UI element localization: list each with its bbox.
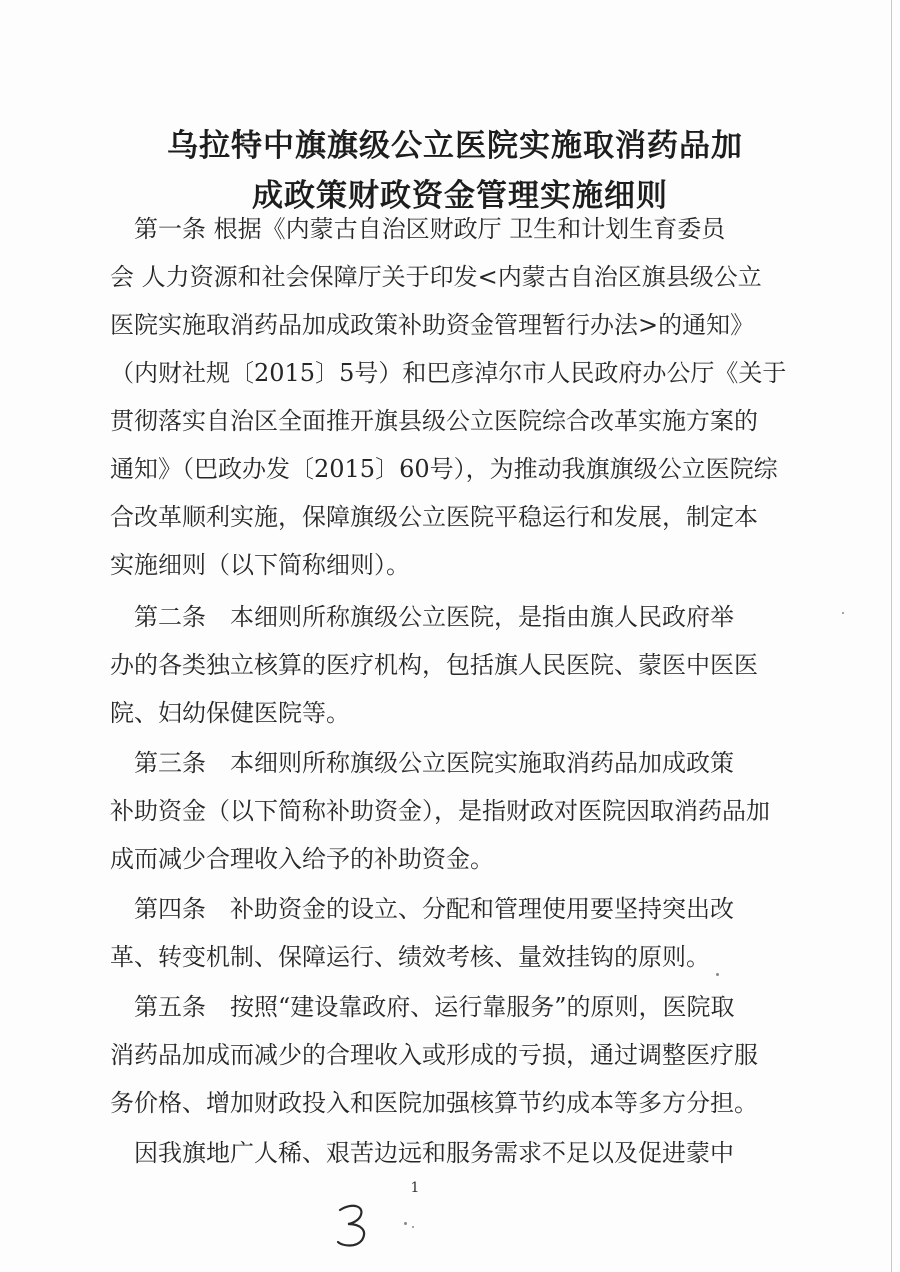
document-title-line-2: 成政策财政资金管理实施细则 [252,178,668,214]
page-number: 1 [410,1180,420,1196]
body-line-20: 因我旗地广人稀、艰苦边远和服务需求不足以及促进蒙中 [110,1139,734,1167]
body-line-16: 革、转变机制、保障运行、绩效考核、量效挂钩的原则。 [110,943,710,971]
scan-edge-line [891,0,892,1272]
body-line-10: 办的各类独立核算的医疗机构，包括旗人民医院、蒙医中医医 [110,651,758,679]
body-line-1: 第一条 根据《内蒙古自治区财政厅 卫生和计划生育委员 [110,215,726,243]
handwritten-page-mark [330,1200,390,1250]
scan-speck [404,1222,407,1225]
body-line-7: 合改革顺利实施，保障旗级公立医院平稳运行和发展，制定本 [110,503,758,531]
scan-speck [412,1226,414,1228]
body-line-9: 第二条 本细则所称旗级公立医院，是指由旗人民政府举 [110,603,734,631]
body-line-17: 第五条 按照“建设靠政府、运行靠服务”的原则，医院取 [110,993,735,1021]
body-line-6: 通知》（巴政办发〔2015〕60号），为推动我旗旗级公立医院综 [110,455,778,483]
body-line-15: 第四条 补助资金的设立、分配和管理使用要坚持突出改 [110,895,734,923]
body-line-14: 成而减少合理收入给予的补助资金。 [110,845,494,873]
body-line-8: 实施细则（以下简称细则）。 [110,551,410,579]
body-line-18: 消药品加成而减少的合理收入或形成的亏损，通过调整医疗服 [110,1041,758,1069]
body-line-4: （内财社规〔2015〕5号）和巴彦淖尔市人民政府办公厅《关于 [110,359,787,387]
scan-speck [716,973,719,976]
body-line-13: 补助资金（以下简称补助资金），是指财政对医院因取消药品加 [110,797,770,825]
body-line-11: 院、妇幼保健医院等。 [110,699,350,727]
body-line-19: 务价格、增加财政投入和医院加强核算节约成本等多方分担。 [110,1089,758,1117]
body-line-5: 贯彻落实自治区全面推开旗县级公立医院综合改革实施方案的 [110,407,758,435]
body-line-3: 医院实施取消药品加成政策补助资金管理暂行办法>的通知》 [110,311,755,339]
scan-speck [842,612,844,614]
document-title-line-1: 乌拉特中旗旗级公立医院实施取消药品加 [167,128,743,164]
body-line-2: 会 人力资源和社会保障厅关于印发<内蒙古自治区旗县级公立 [110,263,762,291]
body-line-12: 第三条 本细则所称旗级公立医院实施取消药品加成政策 [110,749,734,777]
